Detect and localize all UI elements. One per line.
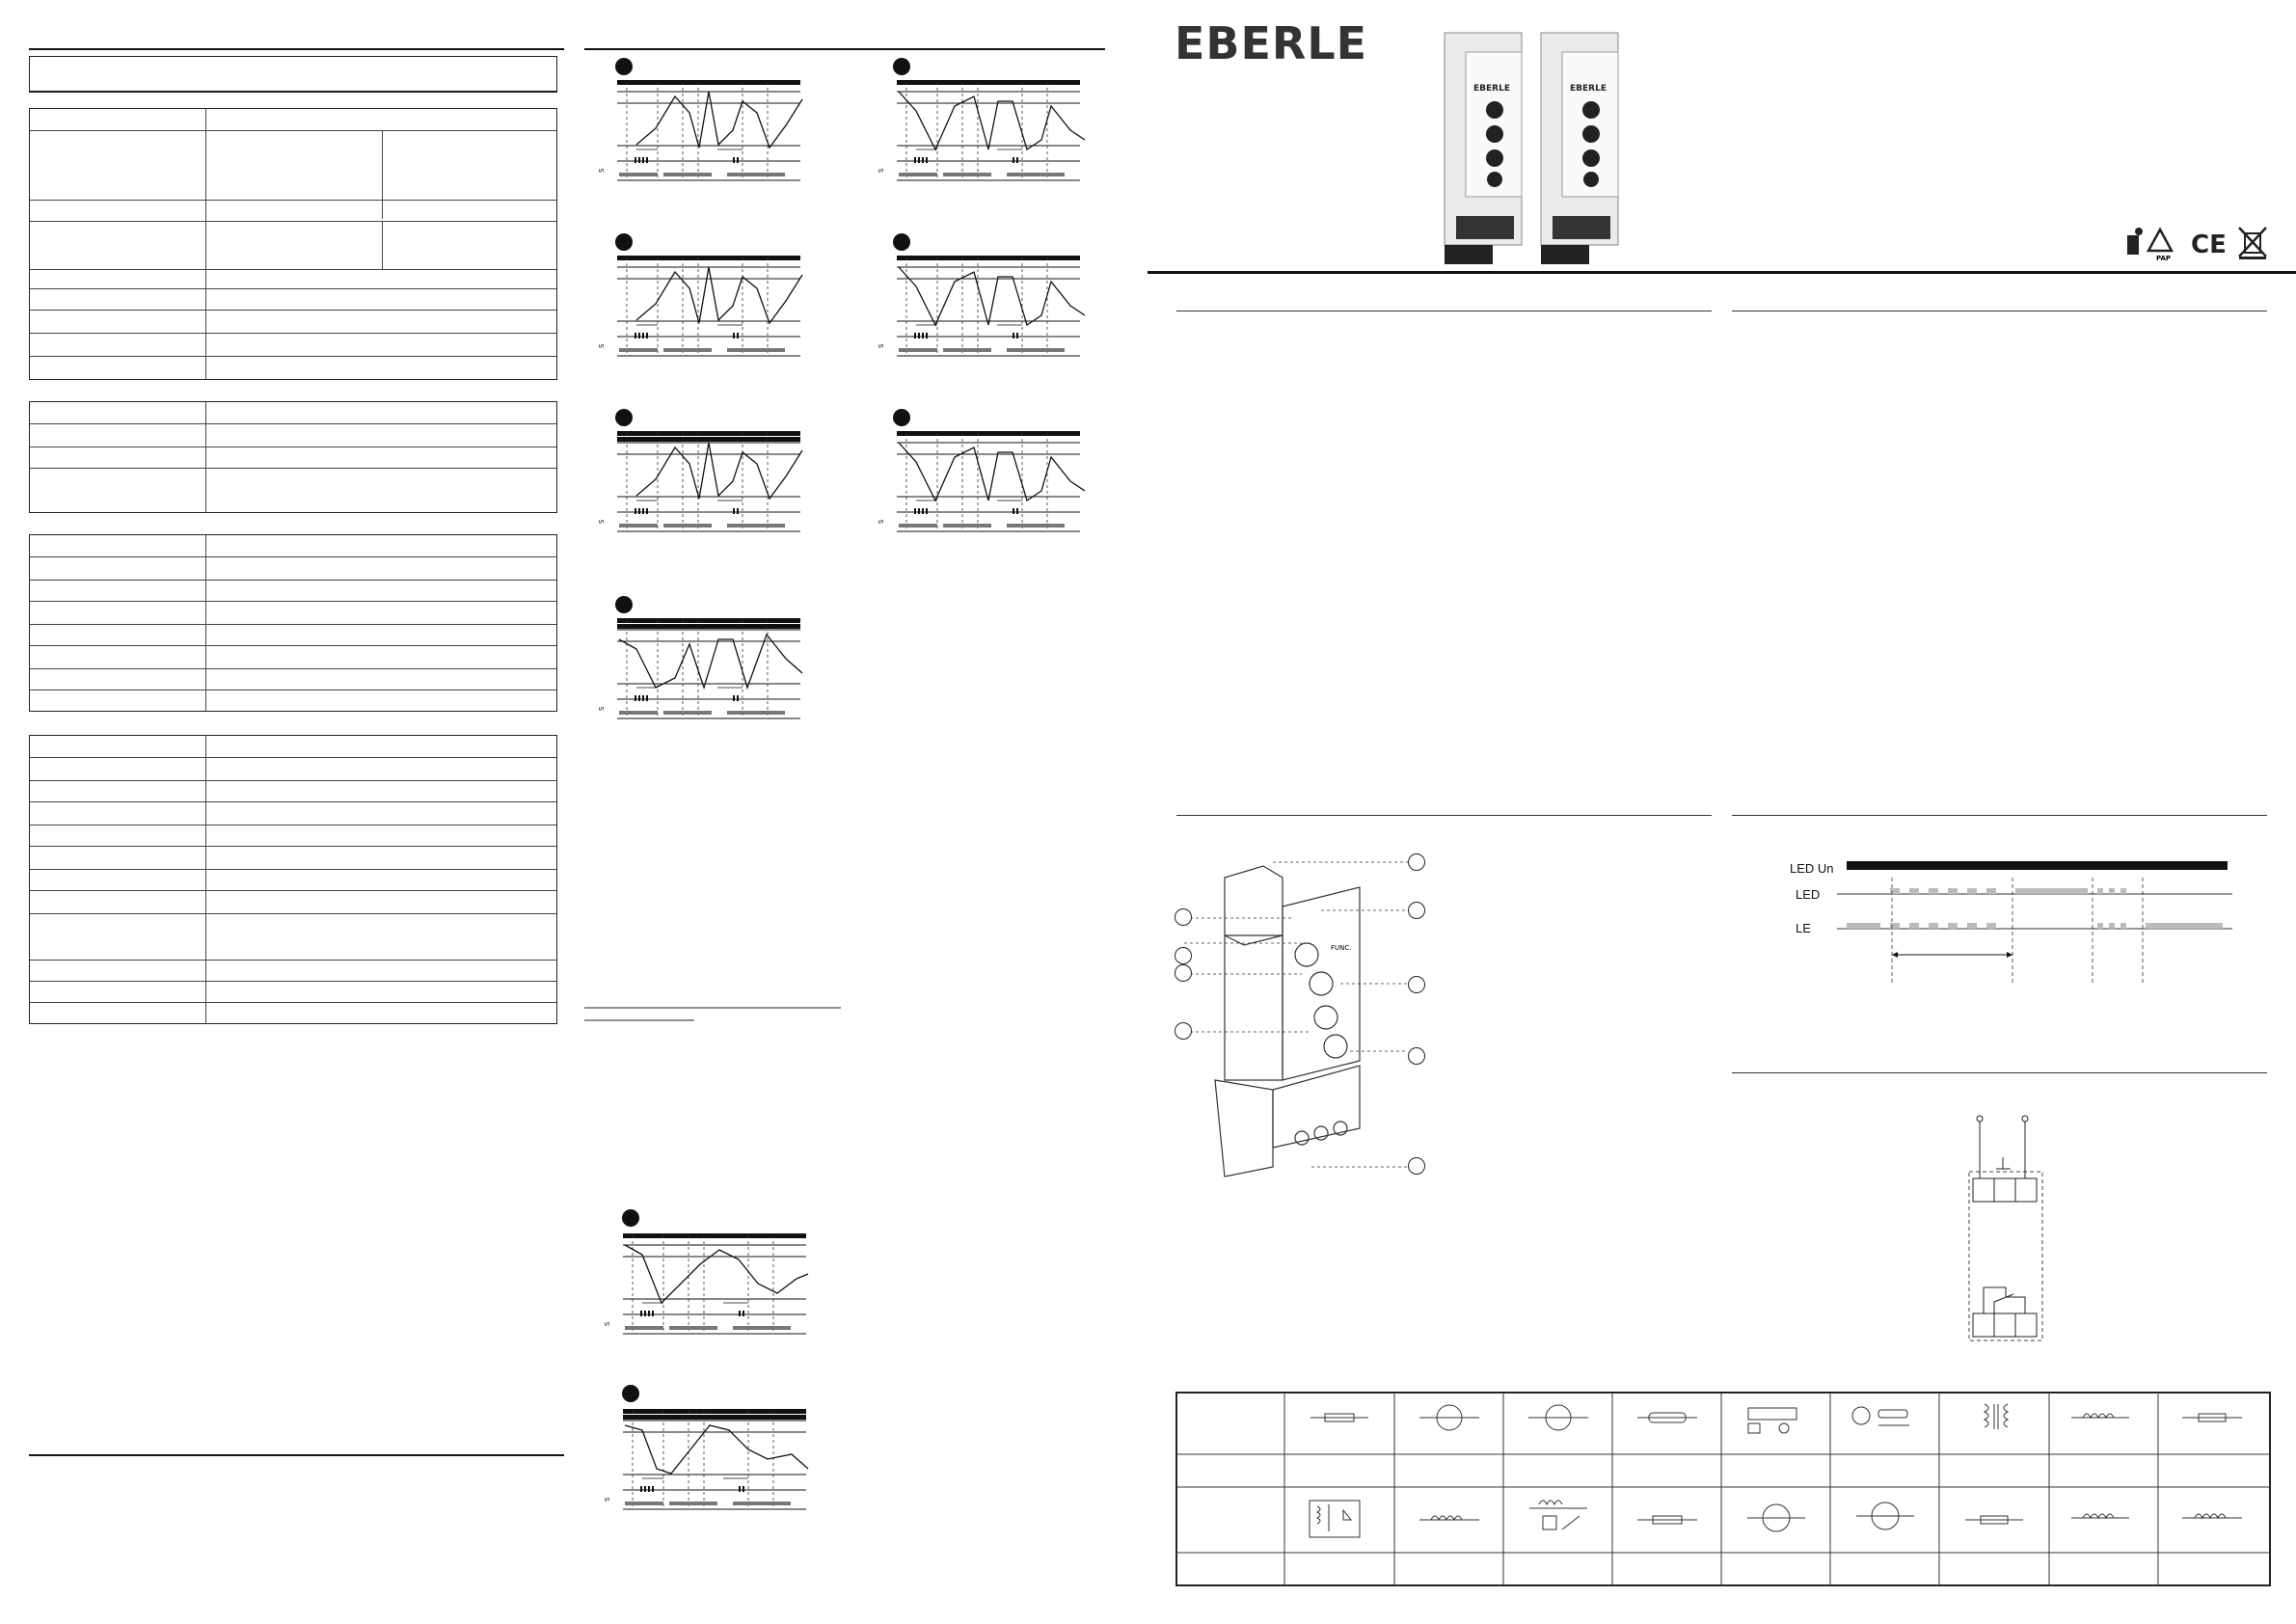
spec-table-4 bbox=[29, 735, 557, 1024]
load-table bbox=[1175, 1391, 2274, 1588]
crossed-bin-icon bbox=[2239, 228, 2266, 259]
trash-person-icon bbox=[2127, 228, 2143, 255]
section-rule-4 bbox=[1732, 815, 2267, 816]
callout-8 bbox=[1408, 1157, 1425, 1175]
function-diagrams: S bbox=[579, 53, 1109, 1538]
top-rule-middle bbox=[584, 48, 1105, 50]
top-rule-left bbox=[29, 48, 564, 50]
recycle-icon bbox=[2148, 230, 2172, 251]
callout-7 bbox=[1408, 1047, 1425, 1065]
brand-logo: EBERLE bbox=[1175, 17, 1368, 69]
led-un-label: LED Un bbox=[1790, 861, 1834, 876]
bottom-rule-left bbox=[29, 1454, 564, 1456]
callout-9 bbox=[1175, 947, 1192, 964]
section-rule-3 bbox=[1176, 815, 1712, 816]
header-rule bbox=[1148, 271, 2296, 274]
wiring-diagram bbox=[1958, 1109, 2073, 1350]
device-photo bbox=[1427, 23, 1668, 270]
callout-2 bbox=[1175, 964, 1192, 982]
certification-icons bbox=[2121, 224, 2276, 262]
callout-5 bbox=[1408, 902, 1425, 919]
callout-6 bbox=[1408, 976, 1425, 993]
device-drawing bbox=[1167, 849, 1427, 1196]
device-logo-small: EBERLE bbox=[1473, 84, 1510, 94]
title-box bbox=[29, 56, 557, 92]
spec-table-2 bbox=[29, 401, 557, 513]
svg-text:EBERLE: EBERLE bbox=[1570, 84, 1607, 94]
callout-3 bbox=[1175, 1022, 1192, 1040]
led-timing-diagram bbox=[1837, 853, 2242, 988]
callout-4 bbox=[1408, 853, 1425, 871]
section-rule-5 bbox=[1732, 1072, 2267, 1073]
callout-1 bbox=[1175, 908, 1192, 926]
func-label: FUNC. bbox=[1331, 944, 1352, 952]
spec-table-1 bbox=[29, 108, 557, 380]
led-relay-label: LED bbox=[1796, 887, 1821, 902]
le-label: LE bbox=[1796, 921, 1811, 935]
ce-mark-icon: CE bbox=[2191, 230, 2227, 259]
spec-table-3 bbox=[29, 534, 557, 712]
title-underline bbox=[29, 92, 557, 93]
pap-label: PAP bbox=[2156, 255, 2172, 262]
